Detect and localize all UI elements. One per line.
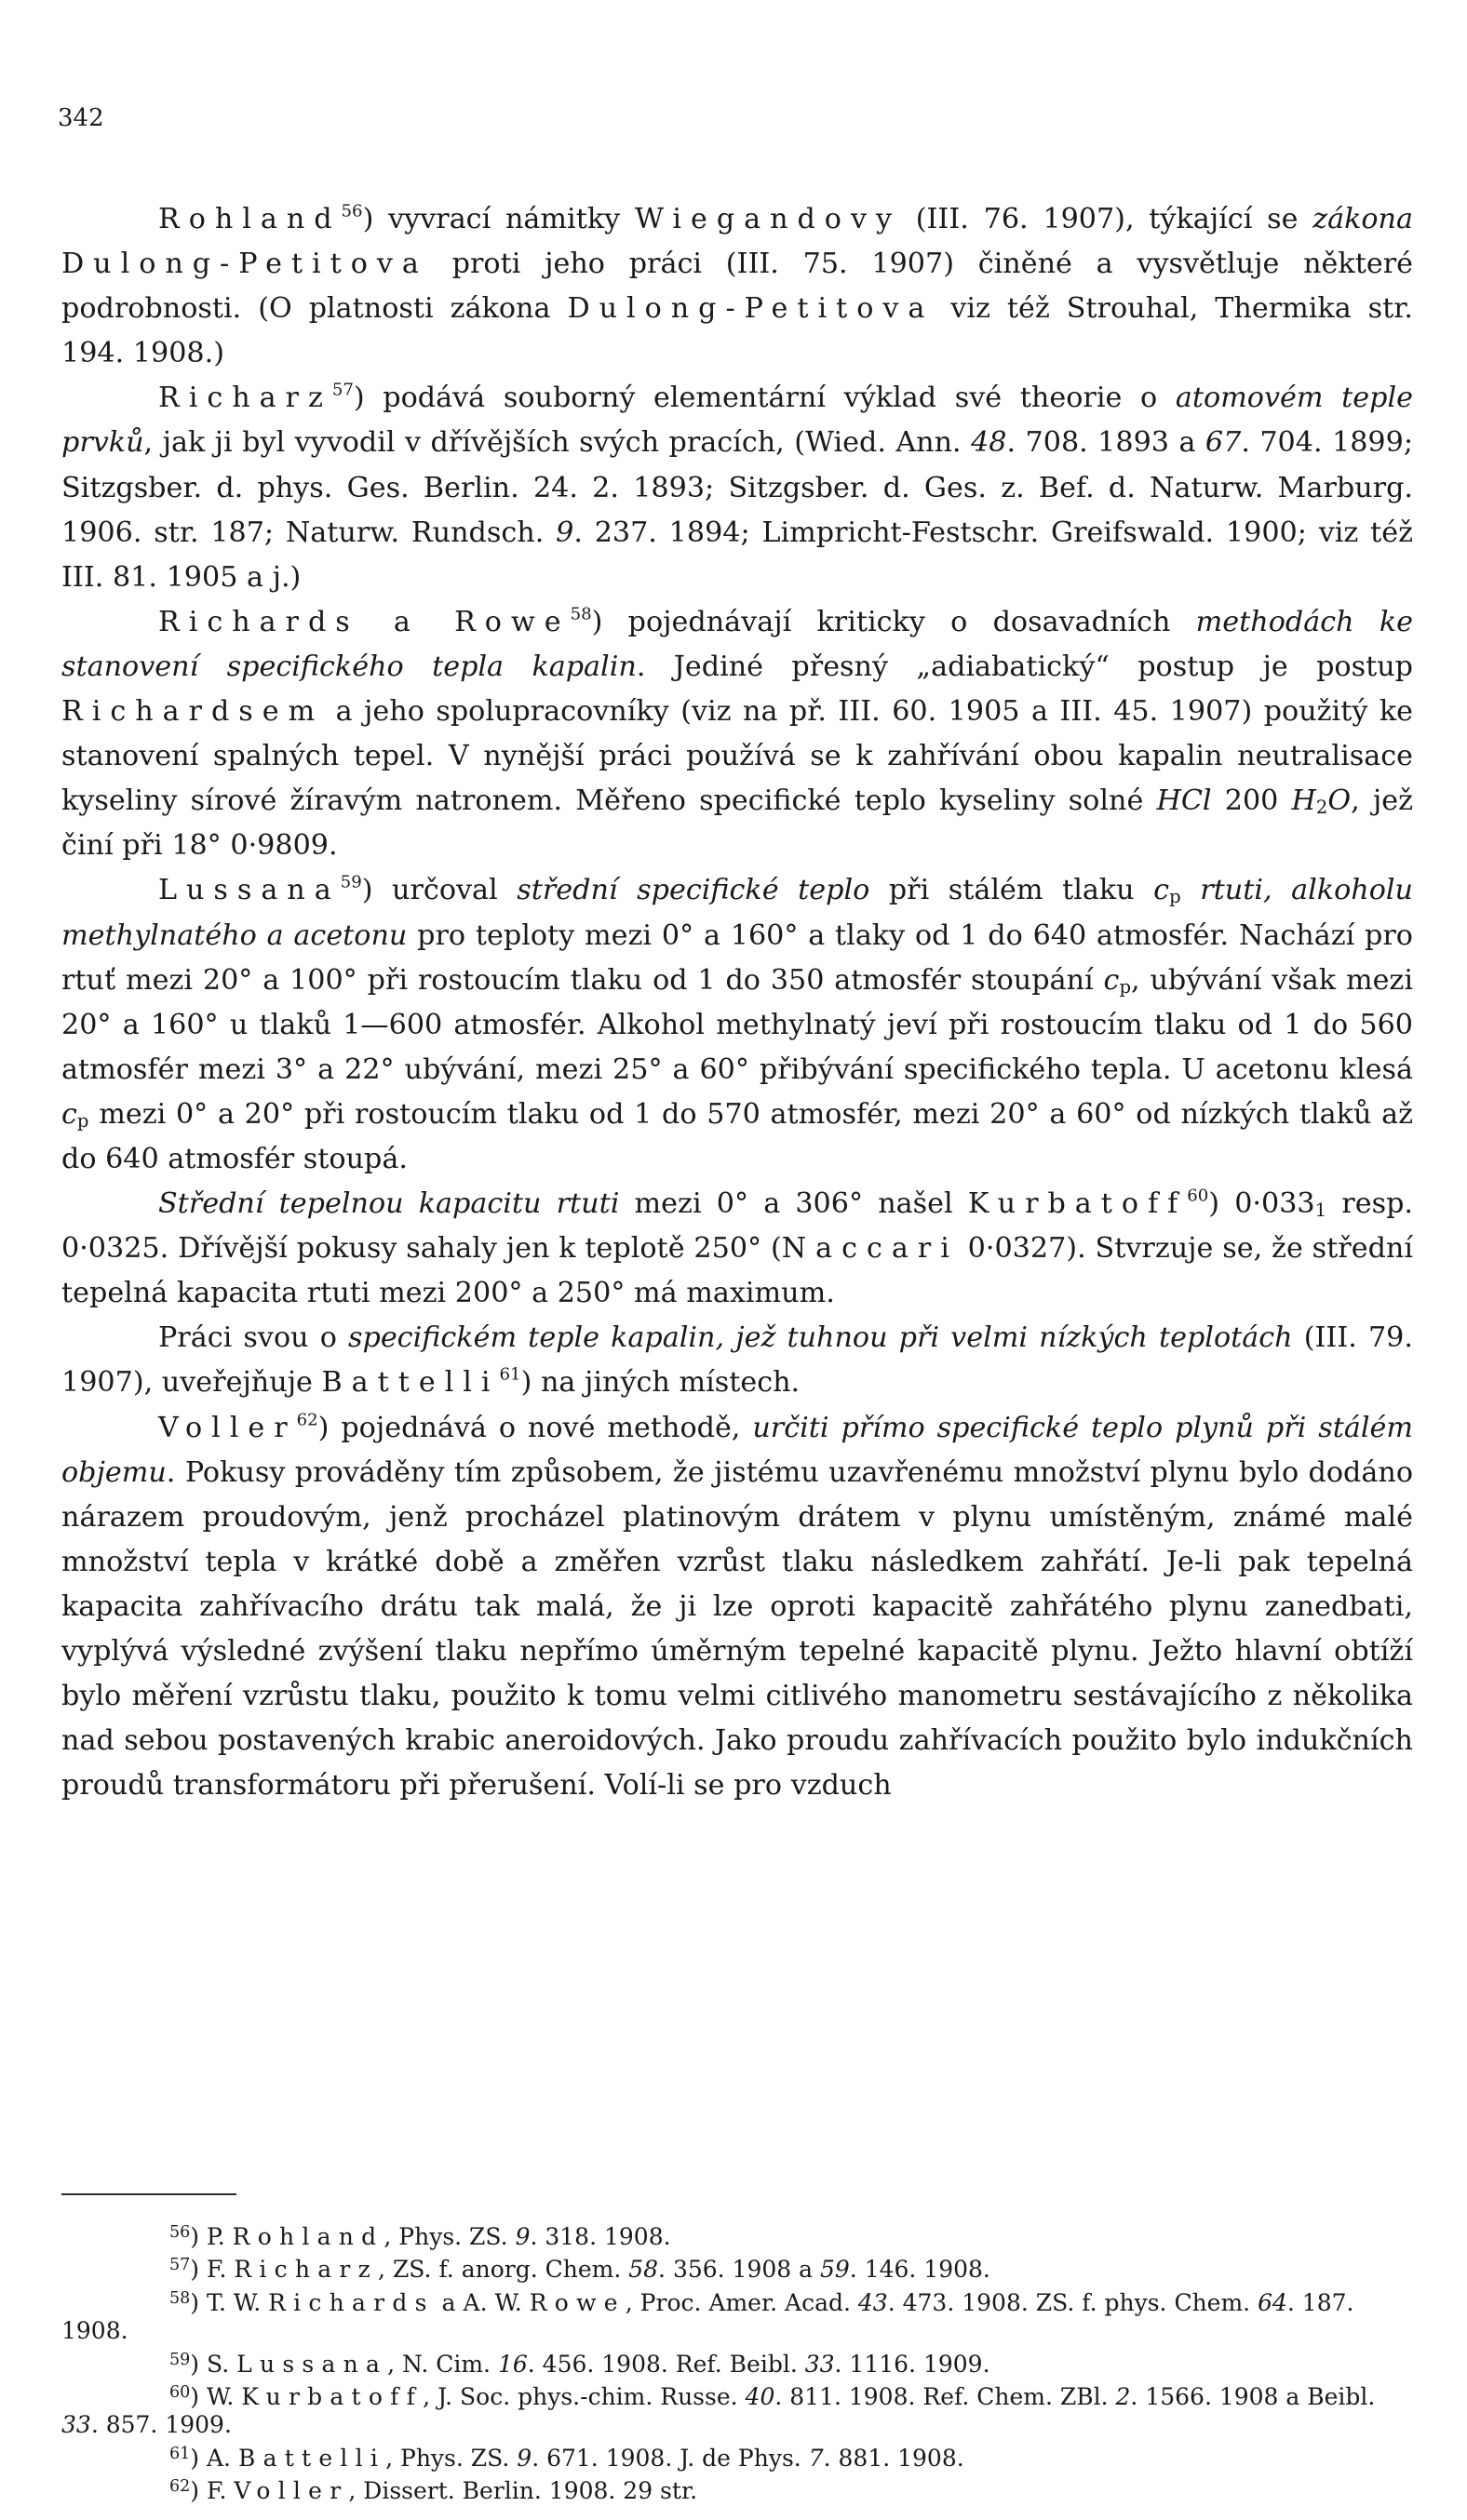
text-run: ) pojednává o nové methodě, [317,1411,753,1444]
author-name: Richarz [158,382,332,415]
footnote: $^{57}$) F. Richarz, ZS. f. anorg. Chem. 58. 356. 1908 a 59. 146. 1908. [169,2256,990,2284]
emphasis: 58 [628,2256,659,2284]
emphasis: 7 [808,2444,824,2472]
footnote: $^{59}$) S. Lussana, N. Cim. 16. 456. 1908. Ref. Beibl. 33. 1116. 1909. [169,2350,990,2378]
text-run: a jeho spolupracovníky (viz na př. III. 60. 1905 a III. 45. 1907) použitý ke stanovení spalných tepel. V nynější práci používá se k zahřívání obou kapalin neutralisace kyseliny sírové žíravým natronem. Měřeno specifické teplo kyseliny solné [61,695,1413,818]
author-name: Battelli [237,2444,386,2472]
text-run: , ZS. f. anorg. Chem. [378,2256,629,2284]
author-name: Voller [158,1411,297,1444]
text-run: 0·0327). Stvrzuje se, že střední tepelná kapacita rtuti mezi 200° a 250° má maximum. [61,1232,1414,1310]
text-run: . 473. 1908. ZS. f. phys. Chem. [887,2288,1258,2316]
footnote-number: 57 [169,2256,191,2275]
author-name: Rowe [529,2288,626,2316]
emphasis: 33 [61,2411,91,2439]
text-run: P. [199,2222,233,2250]
text-run: . 187. 1908. [61,2288,1354,2345]
author-name: Richardsem [61,695,325,729]
text-run: . 708. 1893 a [1006,426,1205,460]
text-run: . 1566. 1908 a Beibl. [1130,2382,1376,2410]
emphasis: 64 [1258,2288,1287,2316]
text-run: , jež činí při 18° 0·9809. [61,784,1413,863]
text-run: , Dissert. Berlin. 1908. 29 str. [348,2477,698,2505]
author-name: Lussana [158,874,341,907]
text-run: při stálém tlaku [869,874,1154,907]
subscript: 1 [1314,1199,1327,1221]
footnote-number: 59 [169,2350,191,2369]
text-run [1181,874,1201,906]
text-run: F. [199,2477,235,2505]
footnote-ref: 62 [296,1409,318,1429]
footnote-ref: 57 [331,380,354,400]
text-run: T. W. [199,2288,269,2316]
text-run: . 1116. 1909. [834,2350,990,2378]
text-run: proti jeho práci (III. 75. 1907) činěné a vysvětluje některé podrobnosti. (O platnosti zákona [61,248,1413,326]
footnote-ref: 61 [499,1364,521,1385]
text-run: W. [199,2382,242,2410]
text-run: mezi 0° a 306° našel [619,1187,968,1221]
text-run: . 356. 1908 a [658,2256,820,2284]
subscript: 2 [1315,797,1328,819]
text-run: . 456. 1908. Ref. Beibl. [527,2350,805,2378]
author-name: Kurbatoff [241,2382,424,2410]
text-run: F. [199,2256,235,2284]
author-name: Rohland [158,203,342,235]
emphasis: 9 [556,516,574,549]
text-run: pro teploty mezi 0° a 160° a tlaky od 1 do 640 atmosfér. Nachází pro rtuť mezi 20° a 100° při rostoucím tlaku od 1 do 350 atmosfér stoupání [61,918,1413,997]
text-run: , Proc. Amer. Acad. [625,2288,858,2316]
footnote-ref: 59 [340,872,362,892]
emphasis: c [1103,963,1120,997]
text-run: , ubývání však mezi 20° a 160° u tlaků 1—600 atmosfér. Alkohol methylnatý jeví při rostoucím tlaku od 1 do 560 atmosfér mezi 3° a 22° ubývání, mezi 25° a 60° přibývání specifického tepla. U acetonu klesá [61,963,1413,1086]
footnote: $^{60}$) W. Kurbatoff, J. Soc. phys.-chim. Russe. 40. 811. 1908. Ref. Chem. ZBl. 2. 1566. 1908 a Beibl. 33. 857. 1909. [61,2382,1376,2439]
text-run: , Phys. ZS. [384,2222,516,2250]
author-name: Dulong-Petitova [61,248,428,281]
footnote-number: 62 [169,2477,191,2497]
emphasis: 43 [857,2288,888,2316]
text-run: . 811. 1908. Ref. Chem. ZBl. [774,2382,1116,2410]
emphasis: 9 [517,2444,532,2472]
text-run: ) podává souborný elementární výklad své theorie o [353,382,1176,415]
author-name: Richards a Rowe [158,605,571,638]
emphasis: 2 [1115,2382,1131,2410]
emphasis: c [1153,874,1170,907]
footnote-ref: 56 [341,201,363,221]
text-run: Práci svou o [158,1321,348,1355]
text-run: ) pojednávají kriticky o dosavadních [591,605,1196,638]
author-name: Lussana [236,2350,388,2378]
emphasis: Střední tepelnou kapacitu rtuti [158,1187,620,1221]
author-name: Battelli [321,1366,500,1400]
paragraph [61,1316,1413,1405]
emphasis: methodách ke stanovení specifického tepla kapalin [61,605,1413,683]
emphasis: 33 [804,2350,835,2378]
text-run: (III. 76. 1907), týkající se [900,203,1313,235]
paragraph [61,868,1413,1182]
emphasis: 59 [819,2256,850,2284]
text-run: 200 [1211,784,1292,818]
footnote-number: 60 [169,2383,191,2402]
emphasis: rtuti, alkoholu methylnatého a acetonu [61,874,1413,952]
text-run: a A. W. [434,2288,530,2316]
author-name: Richarz [234,2256,379,2284]
emphasis: atomovém teple prvků [61,382,1413,460]
text-run: . 237. 1894; Limpricht-Festschr. Greifswald. 1900; viz též III. 81. 1905 a j.) [61,516,1413,594]
text-run: A. [199,2444,238,2472]
emphasis: zákona [1312,203,1413,235]
text-run: resp. 0·0325. Dřívější pokusy sahaly jen k teplotě 250° ( [61,1187,1414,1266]
author-name: Kurbatoff [967,1187,1188,1221]
text-run: ) na jiných místech. [520,1366,801,1400]
text-run: . 857. 1909. [90,2411,232,2439]
author-name: Naccari [781,1232,959,1266]
author-name: Richards [268,2288,435,2316]
paragraph [61,600,1413,869]
subscript: p [76,1109,89,1132]
emphasis: 40 [745,2382,775,2410]
emphasis: 16 [497,2350,528,2378]
text-run: . Jediné přesný „adiabatický“ postup je postup [636,650,1413,683]
text-run: mezi 0° a 20° při rostoucím tlaku od 1 do 570 atmosfér, mezi 20° a 60° od nízkých tlaků až do 640 atmosfér stoupá. [61,1097,1413,1175]
text-run: . 318. 1908. [530,2222,671,2250]
footnote-ref: 60 [1187,1186,1209,1206]
text-run: S. [199,2350,237,2378]
text-run: , N. Cim. [387,2350,498,2378]
page-number: 342 [58,104,104,132]
text-run: ) 0·033 [1208,1187,1315,1221]
author-name: Dulong-Petitova [567,292,935,326]
footnote-separator [61,2193,236,2195]
footnote: $^{58}$) T. W. Richards a A. W. Rowe, Proc. Amer. Acad. 43. 473. 1908. ZS. f. phys. Chem. 64. 187. 1908. [61,2288,1354,2345]
footnotes [61,2218,1413,2506]
text-run: . 881. 1908. [823,2444,964,2472]
author-name: Voller [234,2477,349,2505]
emphasis: 9 [515,2222,531,2250]
emphasis: střední specifické teplo [517,874,870,907]
text-run: (III. 79. 1907), uveřejňuje [61,1321,1413,1400]
emphasis: HCl [1156,784,1212,818]
paragraph [61,376,1413,599]
text-run: , J. Soc. phys.-chim. Russe. [423,2382,746,2410]
emphasis: specifickém teple kapalin, jež tuhnou při velmi nízkých teplotách [348,1321,1293,1355]
text-run: viz též Strouhal, Thermika str. 194. 1908.) [61,292,1413,370]
emphasis: 48 [971,426,1007,460]
emphasis: H [1291,784,1316,818]
main-text [61,197,1413,1808]
footnote-number: 61 [169,2444,191,2463]
emphasis: 67 [1205,426,1242,460]
paragraph [61,1182,1413,1316]
emphasis: c [61,1097,77,1131]
author-name: Rohland [232,2222,384,2250]
text-run: . 671. 1908. J. de Phys. [532,2444,809,2472]
text-run: . 146. 1908. [849,2256,990,2284]
footnote: $^{56}$) P. Rohland, Phys. ZS. 9. 318. 1908. [169,2222,671,2250]
footnote-number: 56 [169,2223,191,2242]
text-run: . 704. 1899; Sitzgsber. d. phys. Ges. Berlin. 24. 2. 1893; Sitzgsber. d. Ges. z. Bef. d. Naturw. Marburg. 1906. str. 187; Naturw. Rundsch. [61,426,1413,549]
emphasis: určiti přímo specifické teplo plynů při stálém objemu [61,1411,1414,1489]
footnote: $^{62}$) F. Voller, Dissert. Berlin. 1908. 29 str. [169,2477,698,2505]
text-run: , Phys. ZS. [385,2444,518,2472]
paragraph [61,1406,1413,1809]
author-name: Wiegandovy [634,203,901,235]
subscript: p [1169,886,1181,908]
footnote-number: 58 [169,2288,191,2308]
footnote-ref: 58 [570,604,592,624]
text-run: ) určoval [361,874,518,907]
footnote: $^{61}$) A. Battelli, Phys. ZS. 9. 671. 1908. J. de Phys. 7. 881. 1908. [169,2444,964,2472]
text-run: ) vyvrací námitky [362,203,635,235]
subscript: p [1119,975,1132,998]
paragraph [61,197,1413,376]
text-run: . Pokusy prováděny tím způsobem, že jistému uzavřenému množství plynu bylo dodáno nárazem proudovým, jenž procházel platinovým drátem v plynu umístěným, známé malé množství tepla v krátké době a změřen vzrůst tlaku následkem zahřátí. Je-li pak tepelná kapacita zahřívacího drátu tak malá, že ji lze oproti kapacitě zahřátého plynu zanedbati, vyplývá výsledné zvýšení tlaku nepřímo úměrným tepelné kapacitě plynu. Ježto hlavní obtíží bylo měření vzrůstu tlaku, použito k tomu velmi citlivého manometru sestávajícího z několika nad sebou postavených krabic aneroidových. Jako proudu zahřívacích použito bylo indukčních proudů transformátoru při přerušení. Volí-li se pro vzduch [61,1455,1413,1803]
text-run: , jak ji byl vyvodil v dřívějších svých pracích, (Wied. Ann. [143,426,972,460]
emphasis: O [1327,784,1352,818]
